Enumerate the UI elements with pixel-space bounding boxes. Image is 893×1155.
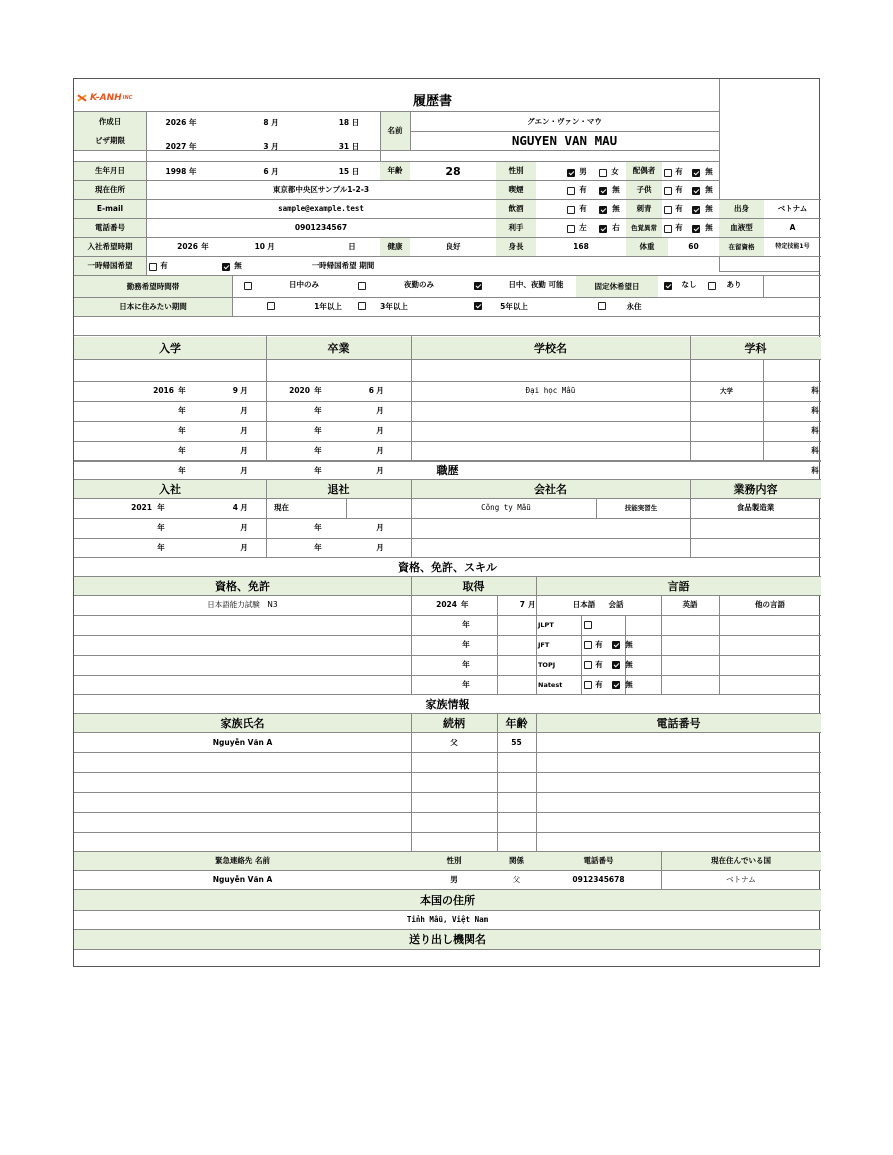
edu-grad-year[interactable] bbox=[266, 442, 310, 460]
edu-dept-unit: 科 bbox=[811, 426, 819, 436]
career-work[interactable] bbox=[690, 519, 821, 537]
height-label: 身長 bbox=[496, 238, 536, 256]
agency-header: 送り出し機関名 bbox=[74, 930, 821, 949]
night-only-checkbox[interactable] bbox=[358, 282, 366, 290]
weight-label: 体重 bbox=[626, 238, 668, 256]
edu-enter-year[interactable] bbox=[74, 442, 174, 460]
colorblind-no-label: 無 bbox=[705, 223, 713, 233]
career-year-unit: 年 bbox=[157, 503, 165, 513]
family-relation-header: 続柄 bbox=[411, 714, 497, 732]
drinking-yes-checkbox[interactable] bbox=[567, 206, 575, 214]
edu-enter-header: 入学 bbox=[74, 337, 266, 359]
career-year-unit: 年 bbox=[157, 543, 165, 553]
family-1-relation[interactable]: 父 bbox=[450, 737, 458, 747]
test-no-label: 無 bbox=[625, 640, 633, 650]
edu-school-header: 学校名 bbox=[411, 337, 690, 359]
return-period-label: 一時帰国希望 期間 bbox=[311, 261, 375, 271]
colorblind-no-checkbox[interactable] bbox=[692, 225, 700, 233]
career-company[interactable] bbox=[411, 519, 601, 537]
edu-year-unit: 年 bbox=[178, 446, 186, 456]
edu-dept-header: 学科 bbox=[690, 337, 821, 359]
edu-grad-month[interactable] bbox=[354, 422, 374, 440]
emergency-relation[interactable]: 父 bbox=[512, 875, 521, 885]
edu-enter-month[interactable]: 9 bbox=[232, 386, 238, 396]
day-only-checkbox[interactable] bbox=[244, 282, 252, 290]
test-name: JFT bbox=[538, 640, 550, 649]
test-name: JLPT bbox=[538, 620, 554, 629]
career-enter-header: 入社 bbox=[74, 480, 266, 498]
children-yes-checkbox[interactable] bbox=[664, 187, 672, 195]
fixed-holiday-label: 固定休希望日 bbox=[576, 276, 658, 297]
career-leave-month[interactable] bbox=[354, 539, 374, 557]
document-title: 履歴書 bbox=[412, 93, 452, 109]
visa-expiry-label: ビザ期限 bbox=[95, 135, 125, 145]
edu-school-name[interactable] bbox=[411, 422, 690, 440]
edu-grad-month[interactable] bbox=[354, 402, 374, 420]
holiday-exists-checkbox[interactable] bbox=[708, 282, 716, 290]
origin-label: 出身 bbox=[719, 200, 764, 218]
edu-month-unit: 月 bbox=[376, 386, 384, 396]
email-value[interactable]: sample@example.test bbox=[278, 204, 364, 214]
career-year-unit: 年 bbox=[314, 543, 322, 553]
spouse-no-label: 無 bbox=[705, 167, 713, 177]
emergency-country[interactable]: ベトナム bbox=[726, 875, 756, 885]
edu-grad-year[interactable] bbox=[266, 402, 310, 420]
career-month-unit: 月 bbox=[240, 543, 248, 553]
family-section-title: 家族情報 bbox=[425, 697, 470, 711]
created-month[interactable]: 8 月 bbox=[263, 118, 279, 128]
stay-5y-label: 5年以上 bbox=[500, 302, 528, 312]
agency-name[interactable] bbox=[74, 950, 821, 966]
edu-year-unit: 年 bbox=[314, 386, 322, 396]
career-section-title: 職歴 bbox=[436, 463, 459, 477]
edu-month-unit: 月 bbox=[240, 466, 248, 476]
emergency-relation-header: 関係 bbox=[497, 852, 536, 870]
edu-month-unit: 月 bbox=[240, 406, 248, 416]
license-header: 資格、免許 bbox=[74, 577, 411, 595]
children-label: 子供 bbox=[626, 181, 662, 199]
career-month-unit: 月 bbox=[376, 523, 384, 533]
edu-month-unit: 月 bbox=[376, 426, 384, 436]
edu-dept-unit: 科 bbox=[811, 386, 819, 396]
stay-3y-checkbox[interactable] bbox=[358, 302, 366, 310]
license-1-year[interactable]: 2024 bbox=[436, 600, 457, 610]
female-checkbox[interactable] bbox=[599, 169, 607, 177]
return-no-checkbox[interactable] bbox=[222, 263, 230, 271]
test-yes-checkbox[interactable] bbox=[584, 681, 592, 689]
smoking-yes-checkbox[interactable] bbox=[567, 187, 575, 195]
name-roman[interactable]: NGUYEN VAN MAU bbox=[511, 132, 618, 148]
work-hours-label: 勤務希望時間帯 bbox=[74, 276, 232, 297]
resume-document bbox=[73, 78, 820, 967]
return-label: 一時帰国希望 bbox=[74, 257, 146, 275]
age-label: 年齢 bbox=[380, 162, 410, 180]
career-enter-year[interactable]: 2021 bbox=[131, 503, 152, 513]
weight-value[interactable]: 60 bbox=[688, 242, 699, 252]
residence-status-value[interactable]: 特定技能1号 bbox=[775, 243, 810, 250]
visa-day[interactable]: 31 日 bbox=[338, 142, 360, 152]
edu-year-unit: 年 bbox=[314, 426, 322, 436]
emergency-phone[interactable]: 0912345678 bbox=[572, 875, 625, 885]
test-name: Natest bbox=[538, 680, 563, 689]
emergency-country-header: 現在住んでいる国 bbox=[661, 852, 821, 870]
edu-month-unit: 月 bbox=[240, 386, 248, 396]
edu-grad-month[interactable] bbox=[354, 442, 374, 460]
edu-school-name[interactable] bbox=[411, 442, 690, 460]
english-label: 英語 bbox=[682, 600, 698, 610]
career-month-unit: 月 bbox=[240, 523, 248, 533]
career-role[interactable] bbox=[601, 539, 681, 557]
test-no-label: 無 bbox=[625, 680, 633, 690]
holiday-exists-label: あり bbox=[726, 280, 742, 290]
visa-year[interactable]: 2027 年 bbox=[165, 142, 197, 152]
address-value[interactable]: 東京都中央区サンプル1-2-3 bbox=[272, 185, 370, 195]
edu-year-unit: 年 bbox=[178, 386, 186, 396]
conversation-label: 会話 bbox=[608, 600, 624, 610]
family-name-header: 家族氏名 bbox=[74, 714, 411, 732]
handedness-label: 利手 bbox=[496, 219, 536, 237]
logo-text: K-ANH bbox=[90, 93, 122, 103]
visa-month[interactable]: 3 月 bbox=[263, 142, 279, 152]
tattoo-yes-label: 有 bbox=[675, 204, 683, 214]
day-only-label: 日中のみ bbox=[289, 280, 319, 290]
birth-day[interactable]: 15 日 bbox=[338, 167, 360, 177]
tattoo-no-label: 無 bbox=[705, 204, 713, 214]
test-no-checkbox[interactable] bbox=[612, 641, 620, 649]
logo-mark-icon bbox=[76, 92, 88, 104]
join-month[interactable]: 10 bbox=[254, 242, 265, 252]
holiday-none-checkbox[interactable] bbox=[664, 282, 672, 290]
drinking-yes-label: 有 bbox=[579, 204, 587, 214]
day-night-label: 日中、夜勤 可能 bbox=[508, 280, 564, 290]
career-company[interactable] bbox=[411, 539, 601, 557]
created-year[interactable]: 2026 年 bbox=[165, 118, 197, 128]
test-yes-checkbox[interactable] bbox=[584, 661, 592, 669]
edu-enter-year[interactable] bbox=[74, 422, 174, 440]
day-night-checkbox[interactable] bbox=[474, 282, 482, 290]
career-enter-month[interactable] bbox=[214, 539, 238, 557]
stay-1y-label: 1年以上 bbox=[314, 302, 342, 312]
edu-month-unit: 月 bbox=[376, 446, 384, 456]
license-1[interactable]: 日本語能力試験 N3 bbox=[207, 600, 278, 610]
stay-5y-checkbox[interactable] bbox=[474, 302, 482, 310]
career-year-unit: 年 bbox=[157, 523, 165, 533]
return-yes-label: 有 bbox=[160, 261, 168, 271]
edu-month-unit: 月 bbox=[240, 446, 248, 456]
japanese-label: 日本語 bbox=[572, 600, 596, 610]
name-kana[interactable]: グエン・ヴァン・マウ bbox=[527, 116, 602, 126]
language-header: 言語 bbox=[536, 577, 821, 595]
edu-year-unit: 年 bbox=[314, 466, 322, 476]
left-hand-checkbox[interactable] bbox=[567, 225, 575, 233]
health-label: 健康 bbox=[380, 238, 410, 256]
colorblind-yes-checkbox[interactable] bbox=[664, 225, 672, 233]
return-no-label: 無 bbox=[234, 261, 242, 271]
edu-grad-header: 卒業 bbox=[266, 337, 411, 359]
home-address[interactable]: Tỉnh Mẫu, Việt Nam bbox=[406, 915, 489, 925]
children-no-checkbox[interactable] bbox=[692, 187, 700, 195]
spouse-label: 配偶者 bbox=[626, 162, 662, 180]
stay-period-label: 日本に住みたい期間 bbox=[74, 298, 232, 316]
career-leave-month[interactable] bbox=[354, 499, 374, 517]
edu-month-unit: 月 bbox=[240, 426, 248, 436]
night-only-label: 夜勤のみ bbox=[404, 280, 434, 290]
family-phone-header: 電話番号 bbox=[536, 714, 821, 732]
tattoo-label: 刺青 bbox=[626, 200, 662, 218]
colorblind-label: 色覚異常 bbox=[626, 219, 662, 237]
career-leave-year[interactable] bbox=[274, 519, 310, 537]
join-year-unit: 年 bbox=[201, 242, 209, 252]
acquired-header: 取得 bbox=[411, 577, 536, 595]
join-month-unit: 月 bbox=[267, 242, 275, 252]
emergency-gender[interactable]: 男 bbox=[450, 875, 458, 885]
emergency-name[interactable]: Nguyễn Văn A bbox=[212, 875, 273, 885]
edu-year-unit: 年 bbox=[178, 406, 186, 416]
career-role[interactable] bbox=[601, 519, 681, 537]
license-1-month-unit: 月 bbox=[528, 600, 536, 610]
join-year[interactable]: 2026 bbox=[177, 242, 198, 252]
smoking-label: 喫煙 bbox=[496, 181, 536, 199]
edu-month-unit: 月 bbox=[376, 406, 384, 416]
test-yes-label: 有 bbox=[595, 680, 603, 690]
career-leave-header: 退社 bbox=[266, 480, 411, 498]
phone-label: 電話番号 bbox=[74, 219, 146, 237]
male-label: 男 bbox=[579, 167, 587, 177]
male-checkbox[interactable] bbox=[567, 169, 575, 177]
tattoo-no-checkbox[interactable] bbox=[692, 206, 700, 214]
edu-enter-month[interactable] bbox=[214, 402, 238, 420]
career-company-header: 会社名 bbox=[411, 480, 690, 498]
edu-year-unit: 年 bbox=[314, 446, 322, 456]
acquired-year-unit: 年 bbox=[462, 620, 470, 630]
skills-section-title: 資格、免許、スキル bbox=[398, 560, 497, 574]
stay-permanent-label: 永住 bbox=[626, 302, 642, 312]
career-month-unit: 月 bbox=[240, 503, 248, 513]
health-value[interactable]: 良好 bbox=[445, 242, 461, 252]
career-leave-year[interactable]: 現在 bbox=[274, 503, 289, 513]
acquired-year-unit: 年 bbox=[462, 660, 470, 670]
home-address-header: 本国の住所 bbox=[74, 890, 821, 910]
right-hand-label: 右 bbox=[612, 223, 620, 233]
family-1-age[interactable]: 55 bbox=[511, 737, 522, 747]
career-month-unit: 月 bbox=[376, 543, 384, 553]
join-day-unit: 日 bbox=[348, 242, 356, 252]
phone-value[interactable]: 0901234567 bbox=[294, 223, 348, 233]
career-enter-year[interactable] bbox=[74, 519, 152, 537]
edu-grad-year[interactable]: 2020 bbox=[289, 386, 310, 396]
colorblind-yes-label: 有 bbox=[675, 223, 683, 233]
email-label: E-mail bbox=[74, 200, 146, 218]
license-1-year-unit: 年 bbox=[461, 600, 469, 610]
other-language-label: 他の言語 bbox=[755, 600, 785, 610]
edu-dept[interactable] bbox=[690, 402, 763, 420]
spouse-yes-checkbox[interactable] bbox=[664, 169, 672, 177]
edu-grad-year[interactable] bbox=[266, 422, 310, 440]
family-1-phone[interactable] bbox=[536, 735, 821, 750]
career-enter-month[interactable]: 4 bbox=[232, 503, 238, 513]
right-hand-checkbox[interactable] bbox=[599, 225, 607, 233]
smoking-yes-label: 有 bbox=[579, 185, 587, 195]
gender-label: 性別 bbox=[496, 162, 536, 180]
blood-type-value[interactable]: A bbox=[789, 223, 796, 233]
career-year-unit: 年 bbox=[314, 523, 322, 533]
career-leave-month[interactable] bbox=[354, 519, 374, 537]
age-value[interactable]: 28 bbox=[445, 164, 461, 178]
career-company[interactable]: Công ty Mẫu bbox=[481, 503, 531, 513]
test-no-checkbox[interactable] bbox=[612, 661, 620, 669]
children-no-label: 無 bbox=[705, 185, 713, 195]
join-date-label: 入社希望時期 bbox=[74, 238, 146, 256]
holiday-none-label: なし bbox=[681, 280, 697, 290]
birthdate-label: 生年月日 bbox=[74, 162, 146, 180]
smoking-no-checkbox[interactable] bbox=[599, 187, 607, 195]
edu-month-unit: 月 bbox=[376, 466, 384, 476]
return-yes-checkbox[interactable] bbox=[149, 263, 157, 271]
birth-year[interactable]: 1998 年 bbox=[165, 167, 197, 177]
test-name: TOPJ bbox=[538, 660, 556, 669]
created-day[interactable]: 18 日 bbox=[338, 118, 360, 128]
stay-permanent-checkbox[interactable] bbox=[598, 302, 606, 310]
edu-enter-year[interactable]: 2016 bbox=[153, 386, 174, 396]
test-yes-label: 有 bbox=[595, 660, 603, 670]
edu-dept[interactable] bbox=[690, 442, 763, 460]
smoking-no-label: 無 bbox=[612, 185, 620, 195]
height-value[interactable]: 168 bbox=[573, 242, 589, 252]
edu-year-unit: 年 bbox=[314, 406, 322, 416]
edu-dept[interactable] bbox=[690, 422, 763, 440]
test-yes-checkbox[interactable] bbox=[584, 641, 592, 649]
career-enter-year[interactable] bbox=[74, 539, 152, 557]
edu-school-name[interactable]: Đại học Mẫu bbox=[525, 386, 576, 396]
emergency-gender-header: 性別 bbox=[411, 852, 497, 870]
edu-year-unit: 年 bbox=[178, 426, 186, 436]
address-label: 現在住所 bbox=[74, 181, 146, 199]
company-logo bbox=[76, 91, 132, 105]
edu-dept[interactable]: 大学 bbox=[720, 386, 733, 395]
career-work-header: 業務内容 bbox=[690, 480, 821, 498]
birth-month[interactable]: 6 月 bbox=[263, 167, 279, 177]
date-labels bbox=[74, 112, 146, 150]
acquired-year-unit: 年 bbox=[462, 680, 470, 690]
name-label: 名前 bbox=[380, 112, 410, 150]
tattoo-yes-checkbox[interactable] bbox=[664, 206, 672, 214]
stay-1y-checkbox[interactable] bbox=[267, 302, 275, 310]
edu-school-name[interactable] bbox=[411, 402, 690, 420]
edu-enter-year[interactable] bbox=[74, 402, 174, 420]
edu-year-unit: 年 bbox=[178, 466, 186, 476]
spouse-no-checkbox[interactable] bbox=[692, 169, 700, 177]
left-hand-label: 左 bbox=[579, 223, 587, 233]
edu-dept-unit: 科 bbox=[811, 406, 819, 416]
acquired-year-unit: 年 bbox=[462, 640, 470, 650]
children-yes-label: 有 bbox=[675, 185, 683, 195]
test-no-checkbox[interactable] bbox=[612, 681, 620, 689]
career-work[interactable] bbox=[690, 539, 821, 557]
edu-dept-unit: 科 bbox=[811, 466, 819, 476]
logo-suffix: INC bbox=[122, 95, 133, 101]
drinking-no-checkbox[interactable] bbox=[599, 206, 607, 214]
blood-type-label: 血液型 bbox=[719, 219, 764, 237]
test-yes-label: 有 bbox=[595, 640, 603, 650]
edu-enter-month[interactable] bbox=[214, 422, 238, 440]
family-age-header: 年齢 bbox=[497, 714, 536, 732]
career-work[interactable]: 食品製造業 bbox=[736, 503, 775, 513]
test-no-label: 無 bbox=[625, 660, 633, 670]
origin-value[interactable]: ベトナム bbox=[777, 204, 808, 214]
residence-status-label: 在留資格 bbox=[719, 238, 764, 256]
edu-dept-unit: 科 bbox=[811, 446, 819, 456]
career-enter-month[interactable] bbox=[214, 519, 238, 537]
spouse-yes-label: 有 bbox=[675, 167, 683, 177]
stay-3y-label: 3年以上 bbox=[380, 302, 408, 312]
female-label: 女 bbox=[611, 167, 619, 177]
edu-grad-month[interactable]: 6 bbox=[368, 386, 374, 396]
drinking-no-label: 無 bbox=[612, 204, 620, 214]
edu-enter-month[interactable] bbox=[214, 442, 238, 460]
license-1-month[interactable]: 7 bbox=[519, 600, 525, 610]
emergency-phone-header: 電話番号 bbox=[536, 852, 661, 870]
emergency-name-header: 緊急連絡先 名前 bbox=[74, 852, 411, 870]
career-leave-year[interactable] bbox=[274, 539, 310, 557]
created-date-label: 作成日 bbox=[98, 116, 122, 126]
jlpt-checkbox[interactable] bbox=[584, 621, 592, 629]
drinking-label: 飲酒 bbox=[496, 200, 536, 218]
family-1-name[interactable]: Nguyễn Văn A bbox=[212, 737, 273, 747]
career-role[interactable]: 技能実習生 bbox=[624, 503, 658, 512]
